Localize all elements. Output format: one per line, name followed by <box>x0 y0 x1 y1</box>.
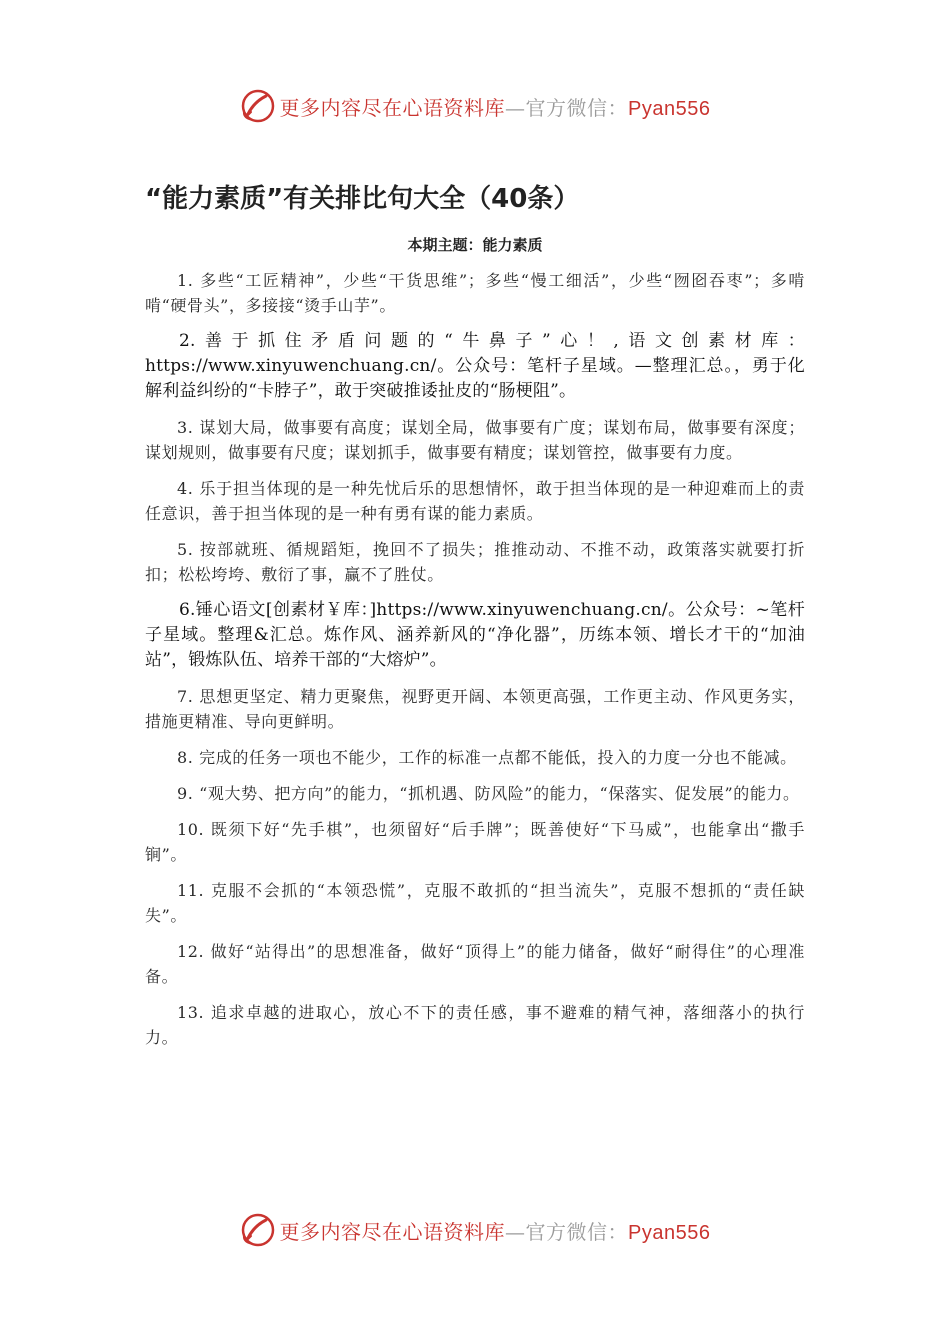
banner-main-text: 更多内容尽在心语资料库 <box>279 1219 506 1244</box>
banner-contact-id: Pyan556 <box>628 97 711 120</box>
list-item: 2.善于抓住矛盾问题的“牛鼻子”心！,语文创素材库：https://www.xinyuwenchuang.cn/。公众号：笔杆子星域。—整理汇总。，勇于化解利益纠纷的“卡脖子”，敢于突破推诿扯皮的“肠梗阻”。 <box>145 331 805 401</box>
list-item: 6.锤心语文[创素材￥库：]https://www.xinyuwenchuang.cn/。公众号：~笔杆子星域。整理&汇总。炼作风、涵养新风的“净化器”，历练本领、增长才干的“加油站”，锻炼队伍、培养干部的“大熔炉”。 <box>145 600 805 670</box>
banner-contact-label: 官方微信： <box>525 95 629 120</box>
banner-contact-label: 官方微信： <box>525 1219 629 1244</box>
list-item: 11. 克服不会抓的“本领恐慌”，克服不敢抓的“担当流失”，克服不想抓的“责任缺失”。 <box>145 881 805 925</box>
list-item: 5. 按部就班、循规蹈矩，挽回不了损失；推推动动、不推不动，政策落实就要打折扣；松松垮垮、敷衍了事，赢不了胜仗。 <box>145 540 805 584</box>
banner-dash: — <box>505 1219 526 1244</box>
footer-banner <box>0 1212 950 1248</box>
list-item: 7. 思想更坚定、精力更聚焦，视野更开阔、本领更高强，工作更主动、作风更务实，措施更精准、导向更鲜明。 <box>145 687 805 731</box>
banner-dash: — <box>505 95 526 120</box>
list-item: 10. 既须下好“先手棋”，也须留好“后手牌”；既善使好“下马威”，也能拿出“撒手锏”。 <box>145 820 805 864</box>
banner-text <box>280 92 711 121</box>
document-title: “能力素质”有关排比句大全（40条） <box>145 184 580 214</box>
list-item: 1. 多些“工匠精神”，少些“干货思维”；多些“慢工细活”，少些“囫囵吞枣”；多啃啃“硬骨头”，多接接“烫手山芋”。 <box>145 271 805 315</box>
banner-text <box>280 1216 711 1245</box>
list-item: 9. “观大势、把方向”的能力，“抓机遇、防风险”的能力，“保落实、促发展”的能力。 <box>177 784 800 803</box>
item-list <box>145 268 805 1061</box>
list-item: 12. 做好“站得出”的思想准备，做好“顶得上”的能力储备，做好“耐得住”的心理准备。 <box>145 942 805 986</box>
list-item: 8. 完成的任务一项也不能少，工作的标准一点都不能低，投入的力度一分也不能减。 <box>177 748 797 767</box>
banner-main-text: 更多内容尽在心语资料库 <box>279 95 506 120</box>
list-item: 4. 乐于担当体现的是一种先忧后乐的思想情怀，敢于担当体现的是一种迎难而上的责任意识，善于担当体现的是一种有勇有谋的能力素质。 <box>145 479 805 523</box>
pen-circle-logo-icon <box>240 88 276 124</box>
pen-circle-logo-icon <box>240 1212 276 1248</box>
document-subtitle: 本期主题：能力素质 <box>407 236 543 254</box>
banner-contact-id: Pyan556 <box>628 1221 711 1244</box>
header-banner <box>0 88 950 124</box>
list-item: 3. 谋划大局，做事要有高度；谋划全局，做事要有广度；谋划布局，做事要有深度；谋划规则，做事要有尺度；谋划抓手，做事要有精度；谋划管控，做事要有力度。 <box>145 418 805 462</box>
list-item: 13. 追求卓越的进取心，放心不下的责任感，事不避难的精气神，落细落小的执行力。 <box>145 1003 805 1047</box>
